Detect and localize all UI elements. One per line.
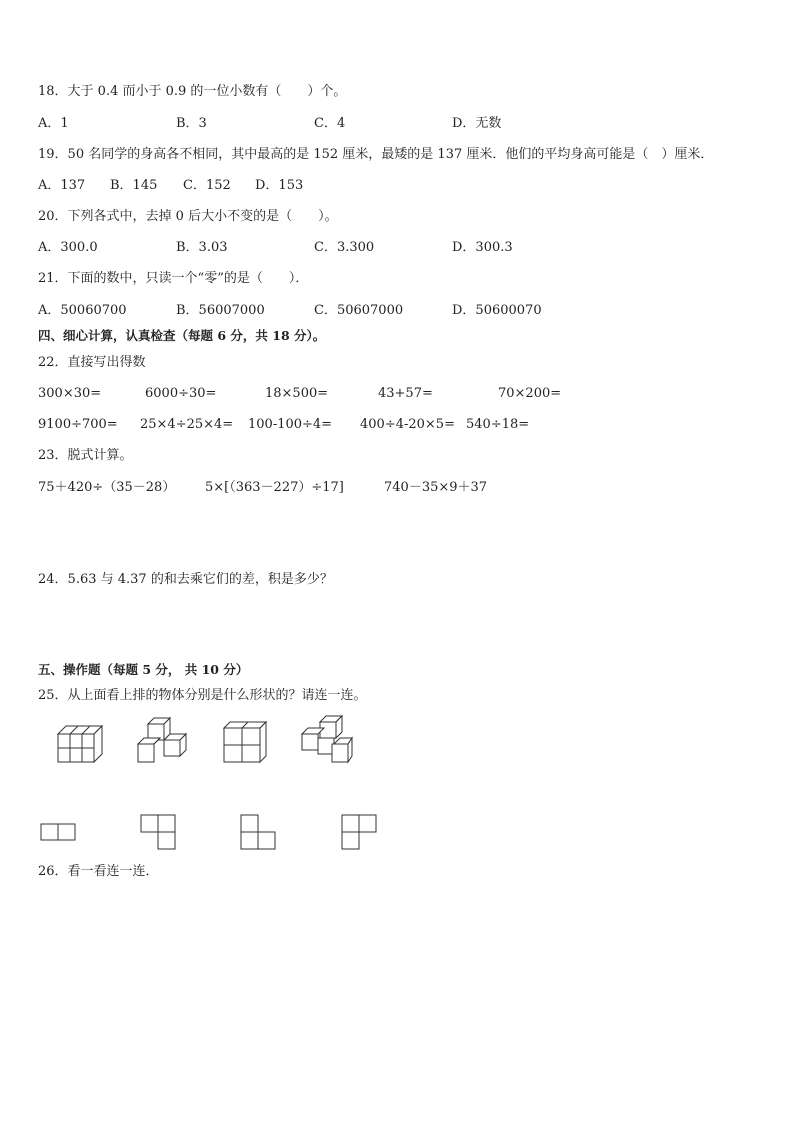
q22-item: 6000÷30= — [145, 386, 217, 401]
q18-option-a[interactable]: A．1 — [38, 116, 69, 131]
cube-figure-1[interactable] — [50, 722, 110, 766]
q18-option-c[interactable]: C．4 — [314, 116, 346, 131]
cube-figure-2[interactable] — [134, 714, 190, 768]
top-view-shape-2[interactable] — [140, 814, 176, 850]
question-26-stem: 26．看一看连一连． — [38, 864, 159, 879]
section-4-heading: 四、细心计算，认真检查（每题 6 分，共 18 分）。 — [38, 328, 326, 343]
q22-item: 300×30= — [38, 386, 102, 401]
q20-option-c[interactable]: C．3.300 — [314, 240, 375, 255]
question-25-stem: 25．从上面看上排的物体分别是什么形状的？请连一连。 — [38, 688, 367, 703]
q21-option-a[interactable]: A．50060700 — [38, 303, 127, 318]
question-21-stem: 21．下面的数中，只读一个“零”的是（ ）． — [38, 271, 309, 286]
q22-item: 70×200= — [498, 386, 562, 401]
q22-item: 25×4÷25×4= — [140, 417, 234, 432]
q19-option-c[interactable]: C．152 — [183, 178, 231, 193]
question-24-stem: 24．5.63 与 4.37 的和去乘它们的差，积是多少？ — [38, 572, 333, 587]
q19-option-b[interactable]: B．145 — [110, 178, 158, 193]
q22-item: 9100÷700= — [38, 417, 118, 432]
q20-option-d[interactable]: D．300.3 — [452, 240, 513, 255]
question-22-stem: 22．直接写出得数 — [38, 355, 146, 370]
top-view-shape-4[interactable] — [341, 814, 377, 850]
q21-option-c[interactable]: C．50607000 — [314, 303, 404, 318]
q23-expression: 5×[（363－227）÷17] — [205, 480, 344, 495]
q22-item: 400÷4-20×5= — [360, 417, 455, 432]
q20-option-b[interactable]: B．3.03 — [176, 240, 228, 255]
cube-figure-4[interactable] — [298, 712, 356, 768]
question-19-stem: 19．50 名同学的身高各不相同，其中最高的是 152 厘米，最矮的是 137 厘米．他们的平均身高可能是（ ）厘米． — [38, 147, 714, 162]
q20-option-a[interactable]: A．300.0 — [38, 240, 98, 255]
q19-option-d[interactable]: D．153 — [255, 178, 304, 193]
top-view-shape-1[interactable] — [40, 823, 76, 841]
q22-item: 18×500= — [265, 386, 329, 401]
q22-item: 540÷18= — [466, 417, 530, 432]
q22-item: 100-100÷4= — [248, 417, 333, 432]
q18-option-d[interactable]: D．无数 — [452, 116, 502, 131]
q21-option-b[interactable]: B．56007000 — [176, 303, 265, 318]
q18-option-b[interactable]: B．3 — [176, 116, 207, 131]
section-5-heading: 五、操作题（每题 5 分， 共 10 分） — [38, 662, 249, 677]
q23-expression: 740－35×9＋37 — [384, 480, 488, 495]
question-20-stem: 20．下列各式中，去掉 0 后大小不变的是（ ）。 — [38, 209, 338, 224]
q23-expression: 75＋420÷（35－28） — [38, 480, 176, 495]
top-view-shape-3[interactable] — [240, 814, 276, 850]
question-18-stem: 18．大于 0.4 而小于 0.9 的一位小数有（ ）个。 — [38, 84, 347, 99]
question-23-stem: 23．脱式计算。 — [38, 448, 133, 463]
q21-option-d[interactable]: D．50600070 — [452, 303, 542, 318]
q19-option-a[interactable]: A．137 — [38, 178, 86, 193]
cube-figure-3[interactable] — [220, 718, 270, 766]
q22-item: 43+57= — [378, 386, 433, 401]
